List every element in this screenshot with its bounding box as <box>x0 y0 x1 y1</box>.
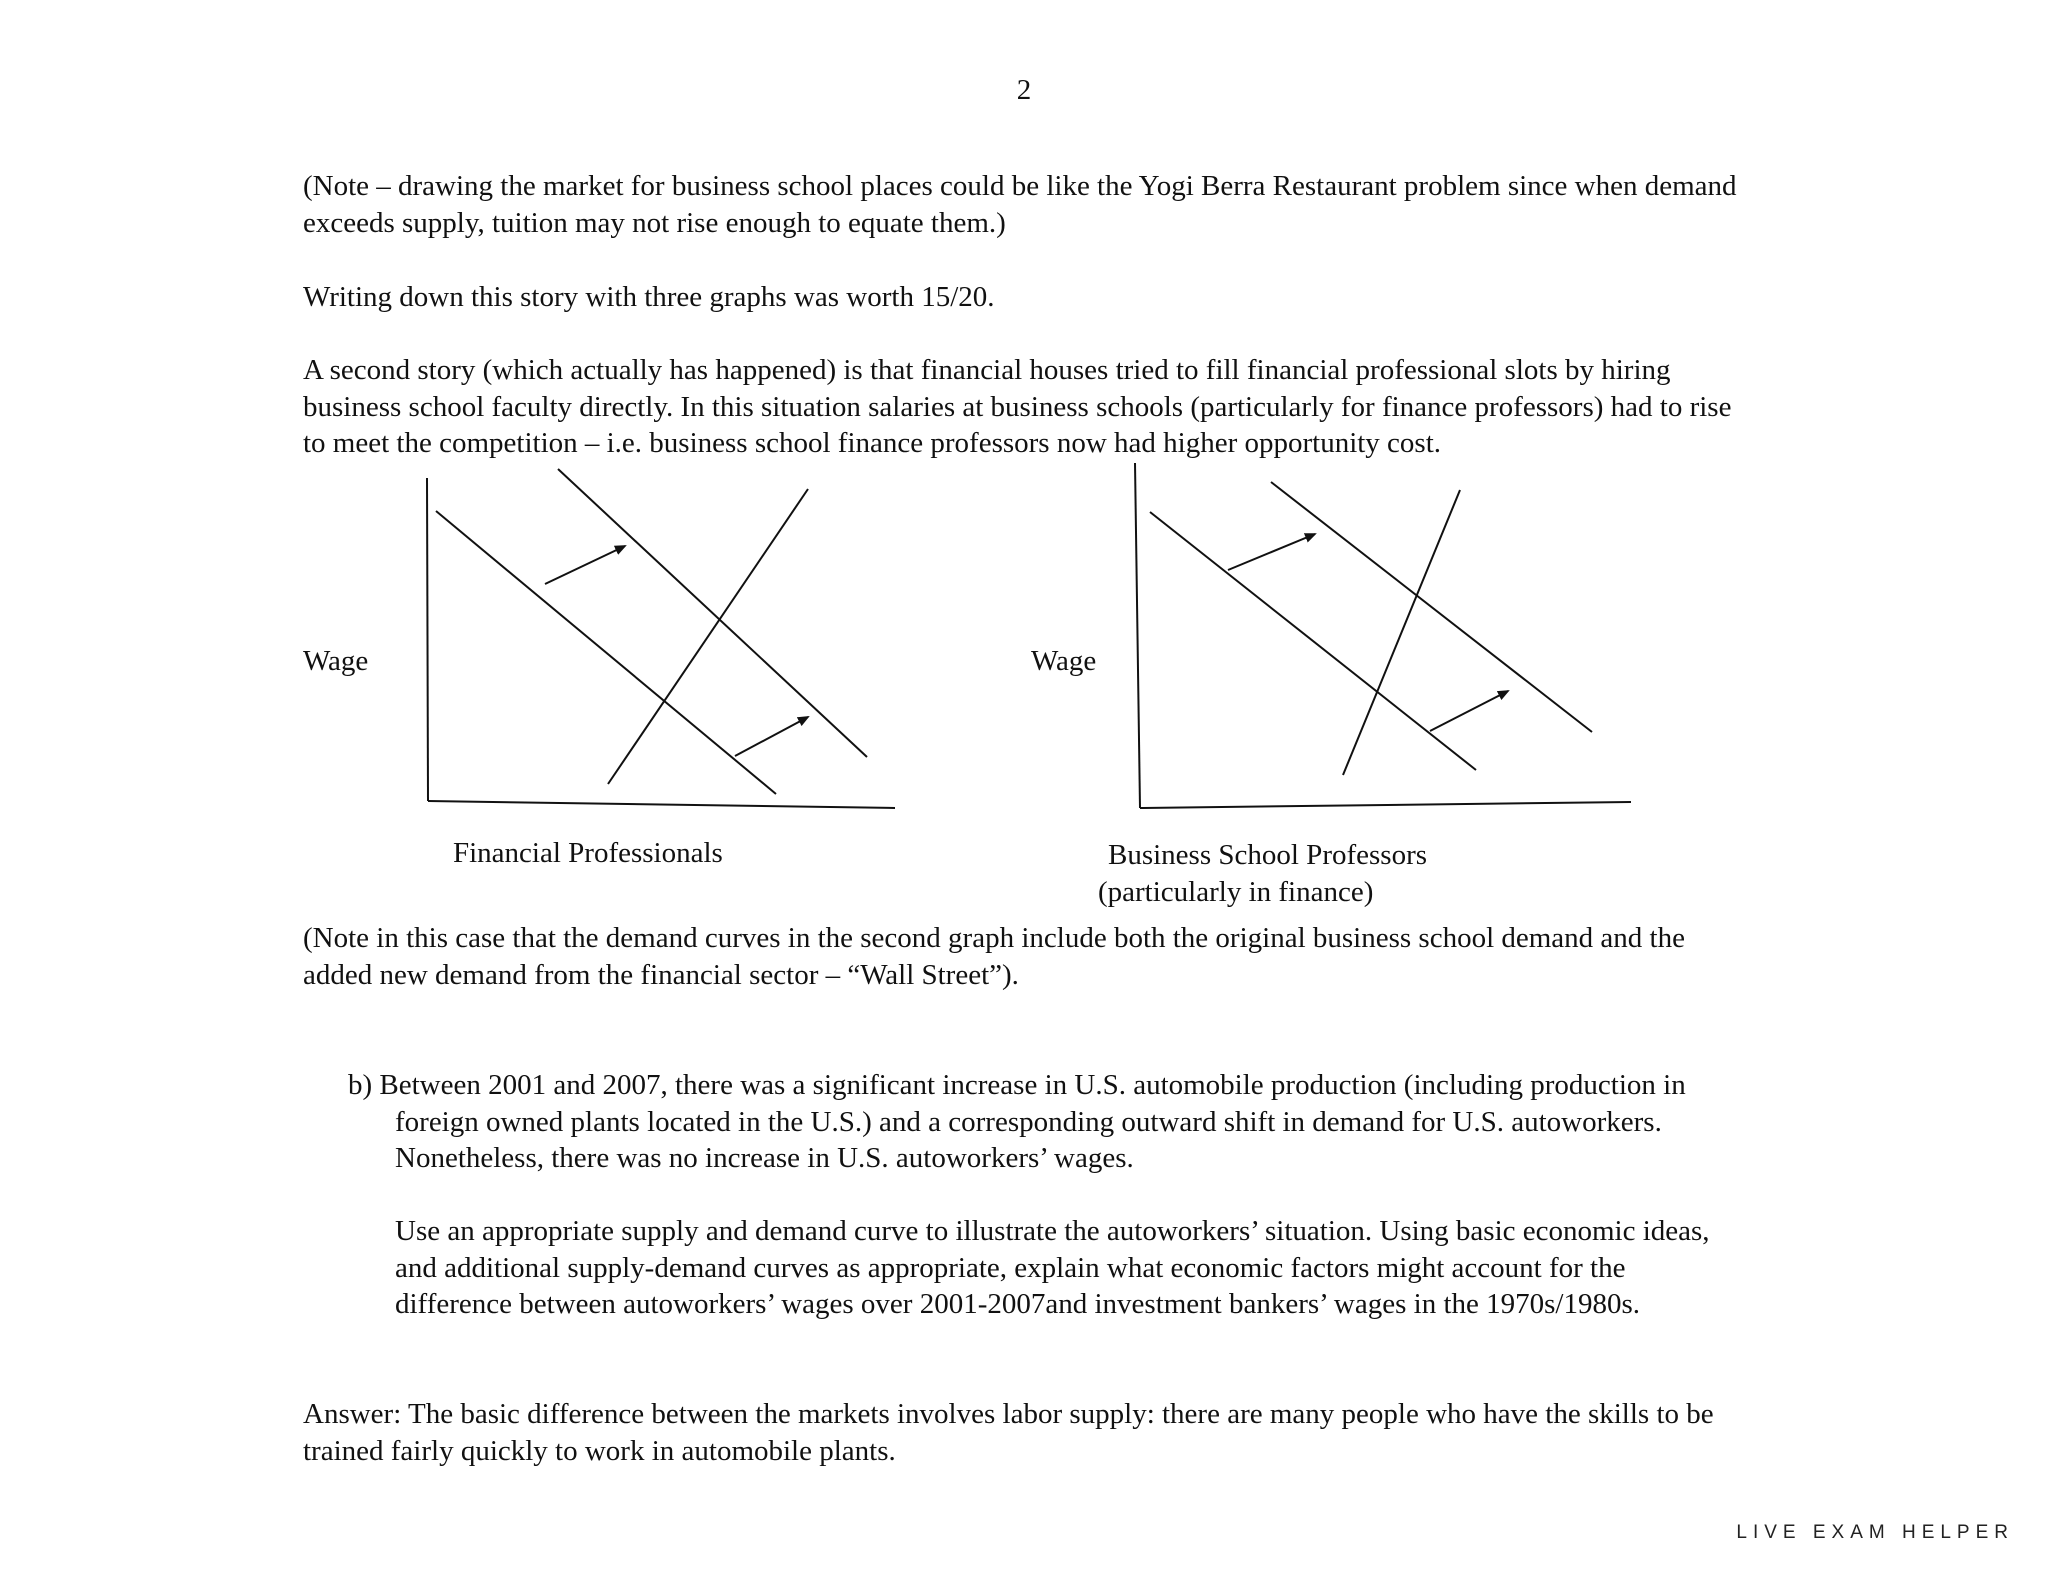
question-b-task <box>348 1213 1748 1323</box>
graph1-caption: Financial Professionals <box>453 837 723 869</box>
answer-paragraph <box>303 1396 1753 1469</box>
graph2-ylabel: Wage <box>1031 645 1097 677</box>
page-number: 2 <box>1016 74 1032 106</box>
question-b-task-text: Use an appropriate supply and demand curve to illustrate the autoworkers’ situation. Using basic economic ideas, and additional supply-demand curves as appropriate, explain what economic factors might account for the difference between autoworkers’ wages over 2001-2007and investment bankers’ wages in the 1970s/1980s. <box>395 1215 1710 1320</box>
graph2-caption-line2: (particularly in finance) <box>1098 876 1374 908</box>
graph2-x-axis <box>1140 802 1631 808</box>
note-demand-text: (Note in this case that the demand curves in the second graph include both the original business school demand and the added new demand from the financial sector – “Wall Street”). <box>303 922 1685 991</box>
note-yogi-text: (Note – drawing the market for business school places could be like the Yogi Berra Restaurant problem since when demand exceeds supply, tuition may not rise enough to equate them.) <box>303 170 1737 239</box>
worth-text: Writing down this story with three graphs was worth 15/20. <box>303 281 995 313</box>
question-b <box>348 1067 1748 1177</box>
graph2-y-axis <box>1135 463 1140 808</box>
graph2-shift-arrow-lower <box>1430 691 1508 731</box>
graph2-caption-line1: Business School Professors <box>1108 839 1428 871</box>
graph1-ylabel: Wage <box>303 645 369 677</box>
graph2-demand-original <box>1150 512 1476 770</box>
graph2-shift-arrow-upper <box>1228 534 1315 570</box>
answer-text: Answer: The basic difference between the markets involves labor supply: there are many people who have the skills to be trained fairly quickly to work in automobile plants. <box>303 1398 1714 1467</box>
graph2-supply <box>1343 490 1460 775</box>
watermark-logo: LIVE EXAM HELPER <box>1736 1522 2014 1543</box>
second-story-text: A second story (which actually has happened) is that financial houses tried to fill financial professional slots by hiring business school faculty directly. In this situation salaries at business schools (particularly for finance professors) had to rise to meet the competition – i.e. business school finance professors now had higher opportunity cost. <box>303 354 1732 459</box>
note-demand-paragraph <box>303 920 1753 993</box>
graph2-demand-shifted <box>1271 482 1592 732</box>
question-b-text: b) Between 2001 and 2007, there was a significant increase in U.S. automobile production (including production in foreign owned plants located in the U.S.) and a corresponding outward shift in demand for U.S. autoworkers. Nonetheless, there was no increase in U.S. autoworkers’ wages. <box>348 1069 1686 1174</box>
